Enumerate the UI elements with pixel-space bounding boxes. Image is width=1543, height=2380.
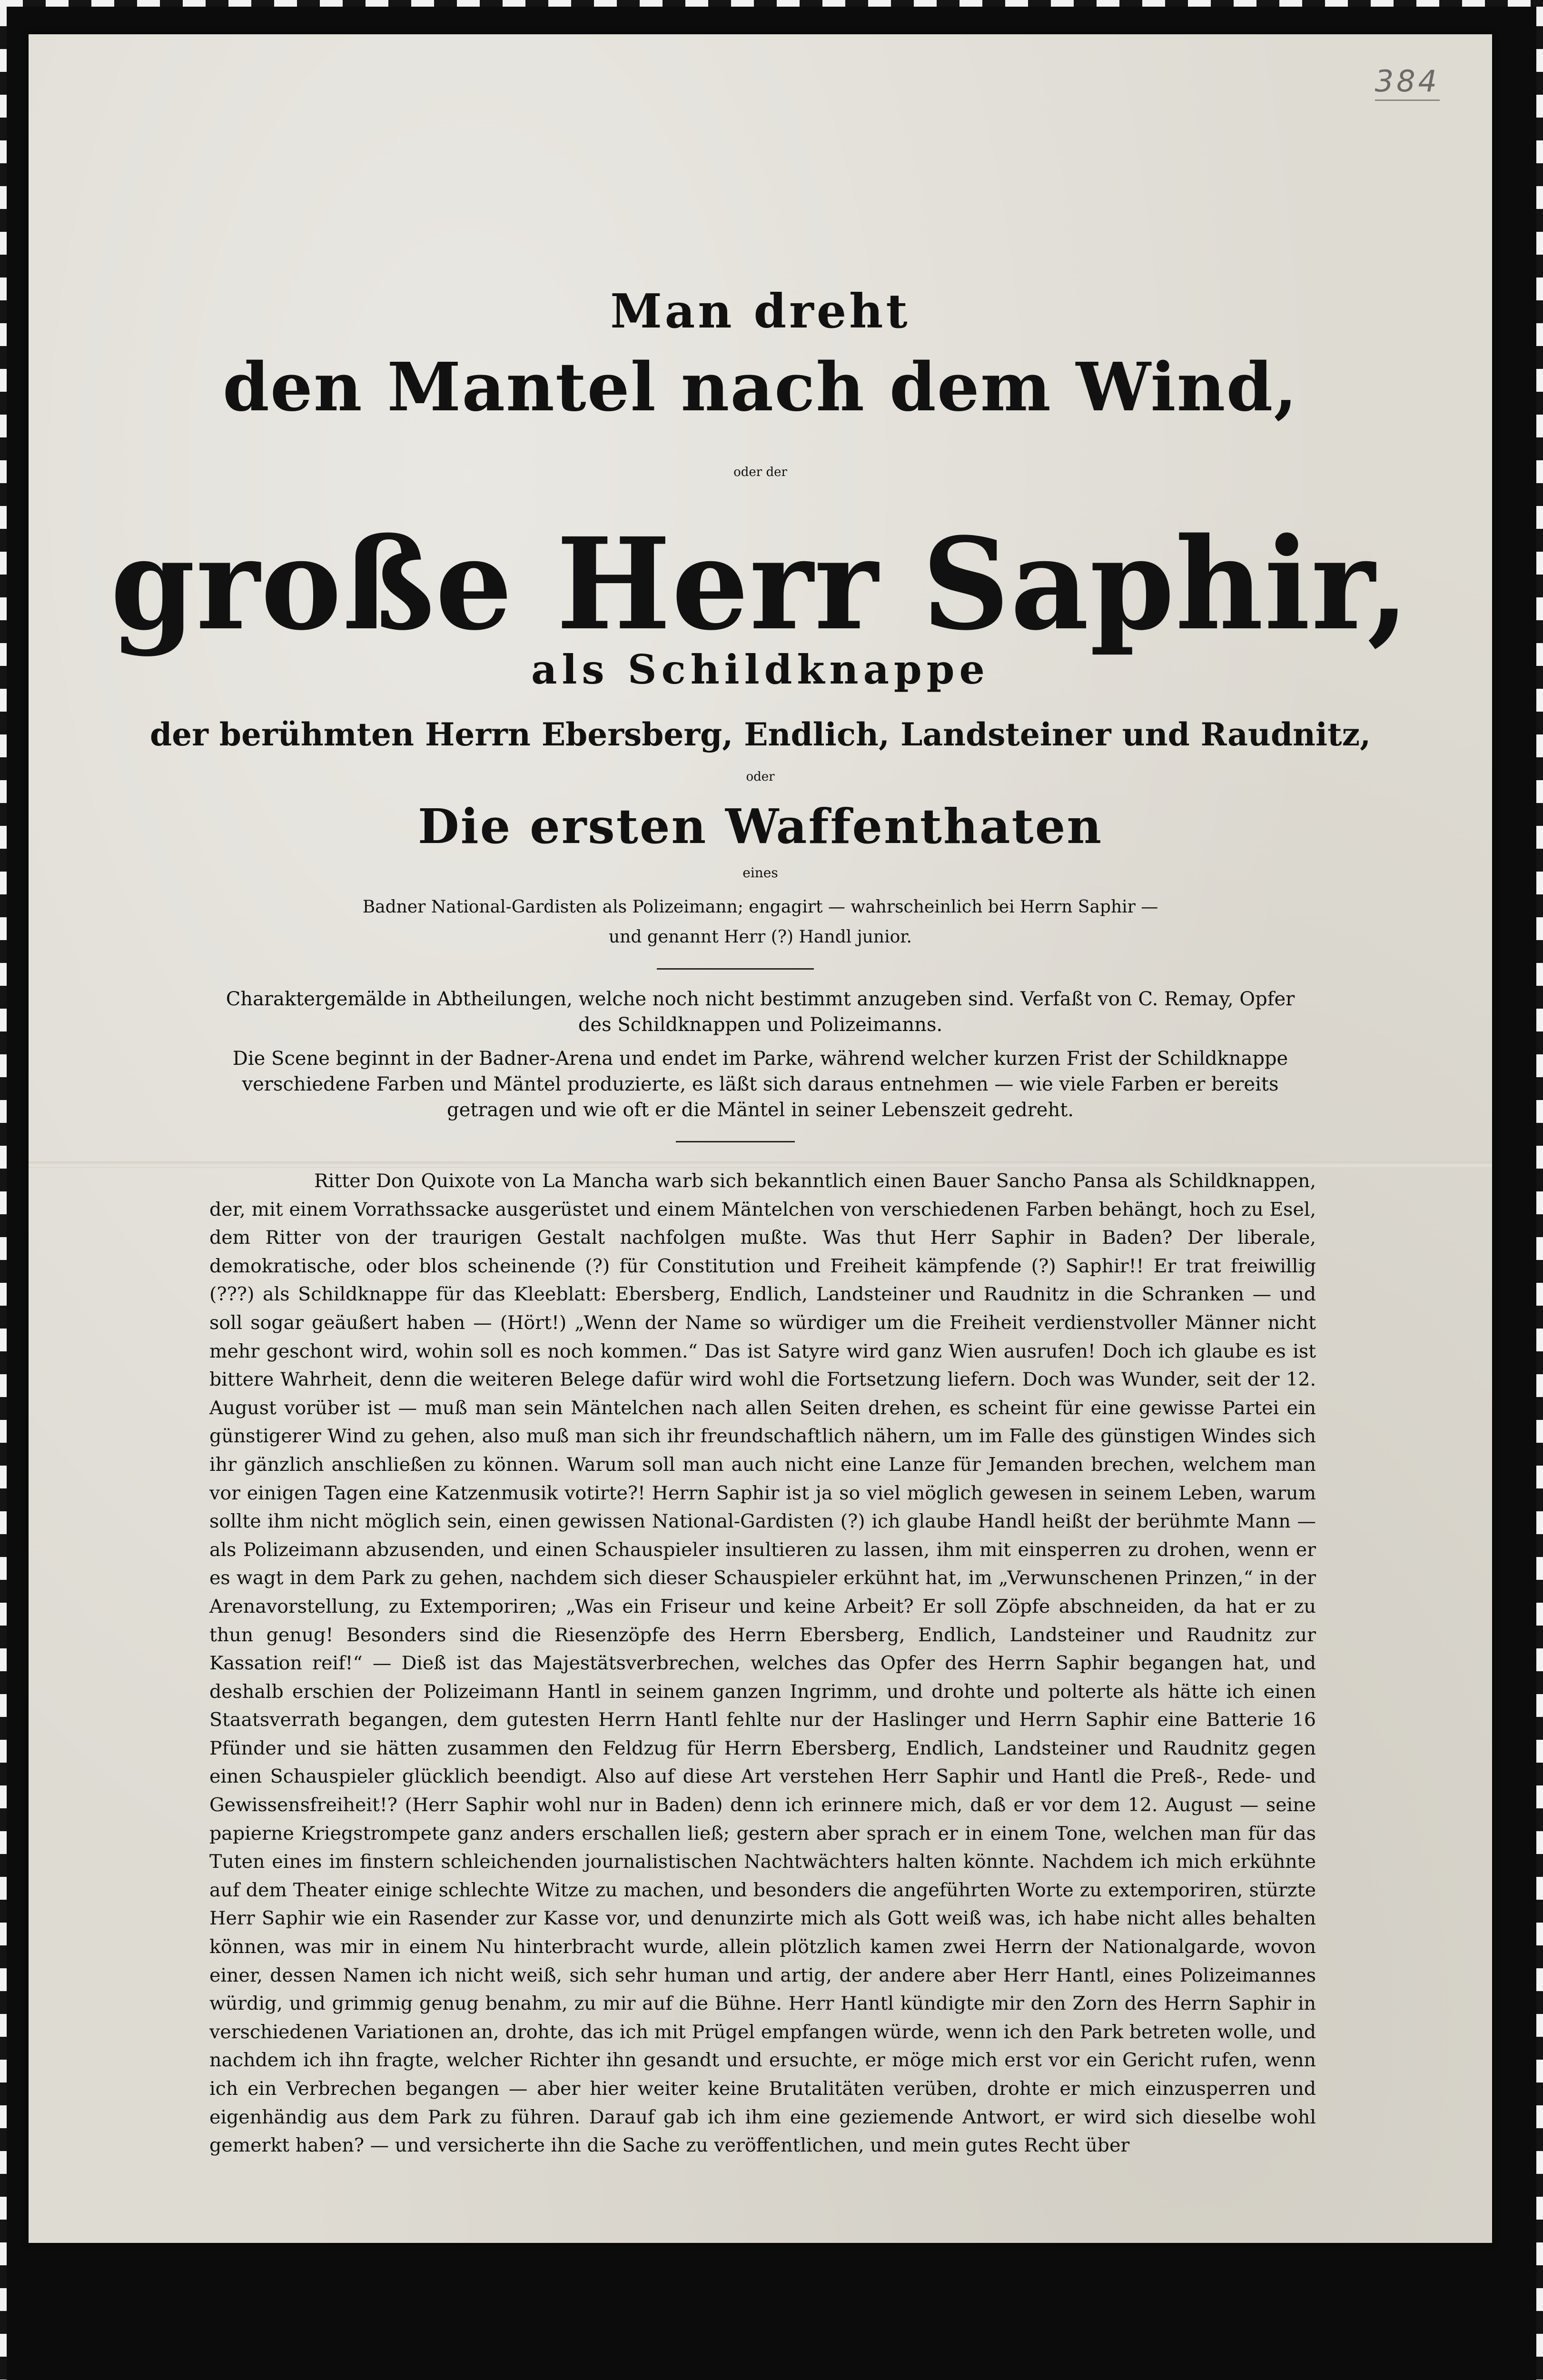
title-line-2: den Mantel nach dem Wind, — [222, 348, 1298, 426]
title-line-5: der berühmten Herrn Ebersberg, Endlich, Landsteiner und Raudnitz, — [149, 716, 1371, 753]
title-line-3: große Herr Saphir, — [110, 510, 1410, 658]
title-line-4: als Schildknappe — [531, 646, 989, 693]
oder-text: oder — [746, 770, 775, 784]
subtitle-line-2: und genannt Herr (?) Handl junior. — [609, 927, 912, 947]
title-line-1: Man dreht — [610, 284, 910, 339]
scene-note: Die Scene beginnt in der Badner-Arena und endet im Parke, während welcher kurzen Frist der Schildknappe verschiedene Farben und Mäntel produzierte, es läßt sich daraus entnehmen — wie viele Farben er bereits getragen und wie oft er die Mäntel in seiner Lebenszeit gedreht. — [232, 1048, 1288, 1121]
subtitle-line-1: Badner National-Gardisten als Polizeimann; engagirt — wahrscheinlich bei Herrn Saphir — — [362, 897, 1158, 917]
divider-bottom — [676, 1141, 795, 1142]
title-line-6: Die ersten Waffenthaten — [417, 798, 1103, 854]
oder-der-text: oder der — [733, 465, 787, 479]
eines-text: eines — [742, 865, 778, 881]
divider-top — [657, 968, 814, 970]
broadside-sheet — [29, 34, 1492, 2243]
archive-number: 384 — [1375, 64, 1440, 101]
body-text: Ritter Don Quixote von La Mancha warb sich bekanntlich einen Bauer Sancho Pansa als Schildknappen, der, mit einem Vorrathssacke ausgerüstet und einem Mäntelchen von verschiedenen Farben behängt, hoch zu Esel, dem Ritter von der traurigen Gestalt nachfolgen mußte. Was thut Herr Saphir in Baden? Der liberale, demokratische, oder blos scheinende (?) für Constitution und Freiheit kämpfende (?) Saphir!! Er trat freiwillig (???) als Schildknappe für das Kleeblatt: Ebersberg, Endlich, Landsteiner und Raudnitz in die Schranken — und soll sogar geäußert haben — (Hört!) „Wenn der Name so würdiger um die Freiheit verdienstvoller Männer nicht mehr geschont wird, wohin soll es noch kommen.“ Das ist Satyre wird ganz Wien ausrufen! Doch ich glaube es ist bittere Wahrheit, denn die weiteren Belege dafür wird wohl die Fortsetzung liefern. Doch was Wunder, seit der 12. August vorüber ist — muß man sein Mäntelchen nach allen Seiten drehen, es scheint für eine gewisse Partei ein günstigerer Wind zu gehen, also muß man sich ihr freundschaftlich nähern, um im Falle des günstigen Windes sich ihr gänzlich anschließen zu können. Warum soll man auch nicht eine Lanze für Jemanden brechen, welchem man vor einigen Tagen eine Katzenmusik votirte?! Herrn Saphir ist ja so viel möglich gewesen in seinem Leben, warum sollte ihm nicht möglich sein, einen gewissen National-Gardisten (?) ich glaube Handl heißt der berühmte Mann — als Polizeimann abzusenden, und einen Schauspieler insultieren zu lassen, ihm mit einsperren zu drohen, wenn er es wagt in dem Park zu gehen, nachdem sich dieser Schauspieler erkühnt hat, im „Verwunschenen Prinzen,“ in der Arenavorstellung, zu Extemporiren; „Was ein Friseur und keine Arbeit? Er soll Zöpfe abschneiden, da hat er zu thun genug! Besonders sind die Riesenzöpfe des Herrn Ebersberg, Endlich, Landsteiner und Raudnitz zur Kassation reif!“ — Dieß ist das Majestätsverbrechen, welches das Opfer des Herrn Saphir begangen hat, und deshalb erschien der Polizeimann Hantl in seinem ganzen Ingrimm, und drohte und polterte als hätte ich einen Staatsverrath begangen, dem gutesten Herrn Hantl fehlte nur der Haslinger und Herrn Saphir eine Batterie 16 Pfünder und sie hätten zusammen den Feldzug für Herrn Ebersberg, Endlich, Landsteiner und Raudnitz gegen einen Schauspieler glücklich beendigt. Also auf diese Art verstehen Herr Saphir und Hantl die Preß-, Rede- und Gewissensfreiheit!? (Herr Saphir wohl nur in Baden) denn ich erinnere mich, daß er vor dem 12. August — seine papierne Kriegstrompete ganz anders erschallen ließ; gestern aber sprach er in einem Tone, welchen man für das Tuten eines im finstern schleichenden journalistischen Nachtwächters halten könnte. Nachdem ich mich erkühnte auf dem Theater einige schlechte Witze zu machen, und besonders die angeführten Worte zu extemporiren, stürzte Herr Saphir wie ein Rasender zur Kasse vor, und denunzirte mich als Gott weiß was, ich habe nicht alles behalten können, was mir in einem Nu hinterbracht wurde, allein plötzlich kamen zwei Herrn der Nationalgarde, wovon einer, dessen Namen ich nicht weiß, sich sehr human und artig, der andere aber Herr Hantl, eines Polizeimannes würdig, und grimmig genug benahm, zu mir auf die Bühne. Herr Hantl kündigte mir den Zorn des Herrn Saphir in verschiedenen Variationen an, drohte, das ich mit Prügel empfangen würde, wenn ich den Park betreten wolle, und nachdem ich ihn fragte, welcher Richter ihn gesandt und ersuchte, er möge mich erst vor ein Gericht rufen, wenn ich ein Verbrechen begangen — aber hier weiter keine Brutalitäten verüben, drohte er mich einzusperren und eigenhändig aus dem Park zu führen. Darauf gab ich ihm eine geziemende Antwort, er wird sich dieselbe wohl gemerkt haben? — und versicherte ihn die Sache zu veröffentlichen, und mein gutes Recht über — [209, 1170, 1316, 2157]
author-note: Charaktergemälde in Abtheilungen, welche noch nicht bestimmt anzugeben sind. Verfaßt von C. Remay, Opfer des Schildknappen und Polizeimanns. — [226, 988, 1295, 1036]
